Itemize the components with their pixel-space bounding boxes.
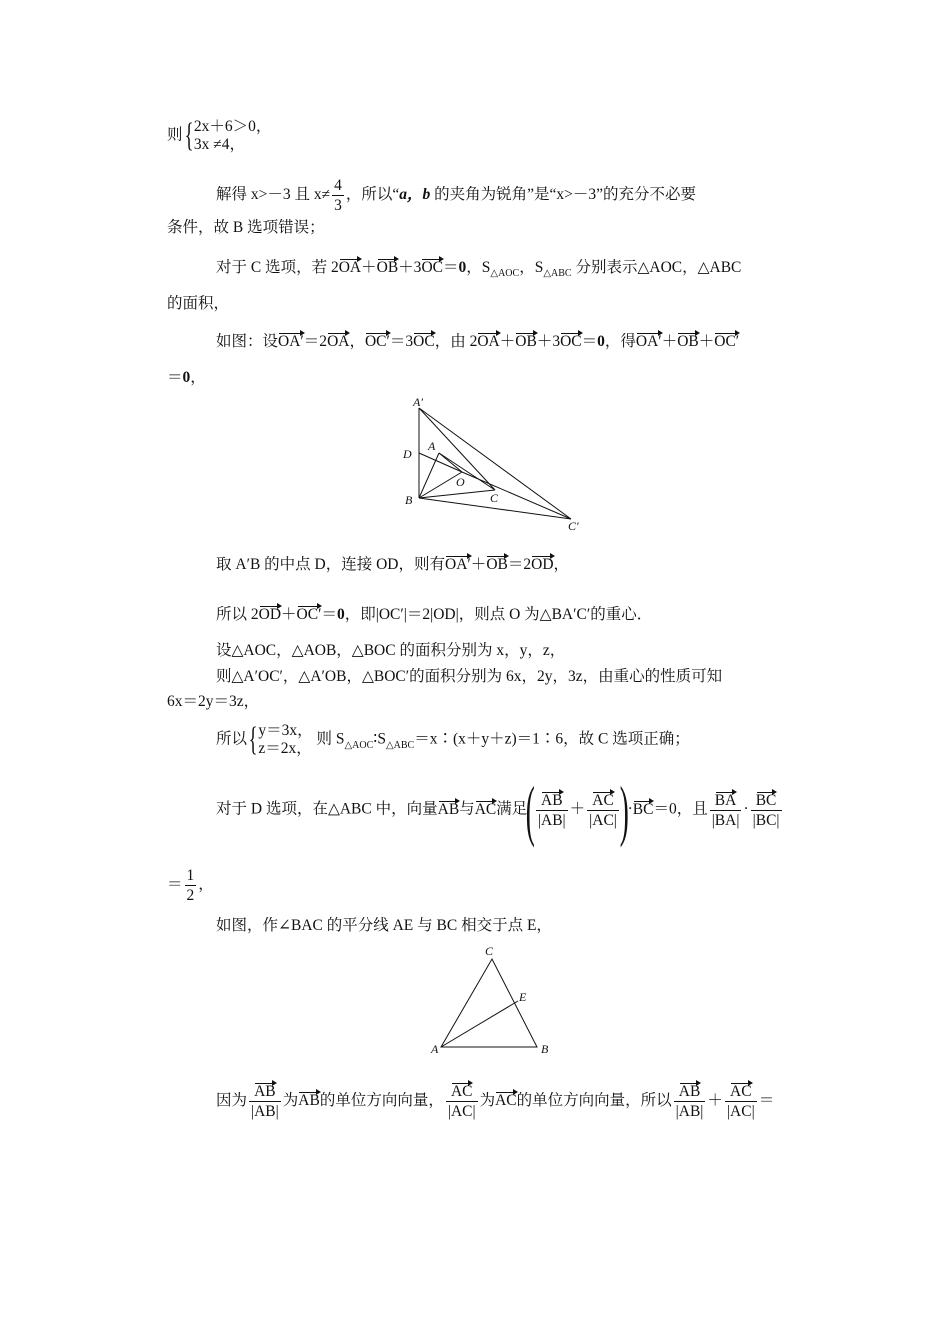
- label-C: C: [490, 491, 499, 505]
- paragraph-line: 对于 C 选项，若 2OA＋OB＋3OC＝0，$S_{\triangle AOC}$，$S_{\triangle ABC}$ 分别表示△AOC，△ABC: [216, 259, 742, 279]
- label-C-prime: C′: [568, 519, 579, 533]
- vector-OA: OA: [338, 259, 362, 276]
- label-A: A: [428, 439, 436, 453]
- text: 则: [167, 126, 183, 144]
- paragraph-line: 对于 D 选项，在△ABC 中，向量AB与AC满足( $\frac{AB}{|AB|}$ ＋ $\frac{AC}{|AC|}$ )·BC＝0，且 $\frac{BA}{|BA|}$ · $\frac{BC}{|BC|}$: [216, 772, 780, 848]
- label-B: B: [405, 493, 413, 507]
- right-paren-icon: ): [619, 772, 629, 848]
- paragraph-line: 所以{ y＝3x， z＝2x， 则 $S_{\triangle AOC}∶S_{\triangle ABC}=x∶(x+y+z)=1∶6$，故 C 选项正确；: [216, 721, 690, 758]
- triangle-figure-2: [425, 940, 560, 1060]
- equation: 3x ≠4，: [193, 136, 245, 153]
- label-A: A: [431, 1042, 439, 1056]
- vector-ab: a，b: [399, 186, 431, 204]
- vector-OB: OB: [376, 259, 399, 276]
- text: 的夹角为锐角”是“x>－3”的充分不必要: [430, 186, 697, 204]
- label-O: O: [456, 475, 465, 489]
- paragraph-line: 因为 $\frac{AB}{|AB|}$ 为AB的单位方向向量， $\frac{AC}{|AC|}$ 为AC的单位方向向量，所以 $\frac{AB}{|AB|}$ ＋ $\frac{AC}{|AC|}$ ＝: [216, 1083, 775, 1120]
- label-C: C: [485, 944, 494, 958]
- paragraph-line: 设△AOC，△AOB，△BOC 的面积分别为 x，y，z，: [216, 642, 566, 659]
- left-paren-icon: (: [526, 772, 536, 848]
- paragraph-line: 所以 2OD＋OC′＝0，即|OC′|＝2|OD|，则点 O 为△BA′C′的重心．: [216, 606, 653, 623]
- paragraph-line: ＝ $\frac{1}{2}$ ，: [167, 867, 214, 904]
- label-D: D: [403, 447, 412, 461]
- paragraph-line: 的面积，: [167, 295, 230, 312]
- paragraph-line: 取 A′B 的中点 D，连接 OD，则有OA′＋OB＝2OD，: [216, 556, 570, 573]
- brace-icon: {: [184, 117, 194, 154]
- equation: 2x＋6＞0，: [193, 118, 272, 135]
- paragraph-line: 如图：设OA′＝2OA，OC′＝3OC，由 2OA＋OB＋3OC＝0，得OA′＋OB＋OC′: [216, 333, 740, 350]
- vector-OC: OC: [421, 259, 443, 276]
- paragraph-line: 如图，作∠BAC 的平分线 AE 与 BC 相交于点 E，: [216, 917, 552, 934]
- label-A-prime: A′: [413, 395, 423, 409]
- triangle-figure-1: [395, 392, 595, 534]
- label-E: E: [519, 990, 527, 1004]
- fraction: $\frac{4}{3}$: [334, 177, 342, 214]
- paragraph-line: 则△A′OC′，△A′OB，△BOC′的面积分别为 6x，2y，3z，由重心的性质可知: [216, 668, 723, 685]
- system-1: [167, 118, 271, 154]
- text: ，所以“: [345, 186, 400, 204]
- label-B: B: [541, 1042, 549, 1056]
- text: 解得 x>－3 且 x≠: [216, 186, 331, 204]
- paragraph-line: ＝0，: [167, 369, 206, 386]
- paragraph-line: 6x＝2y＝3z，: [167, 693, 260, 710]
- paragraph-line: 条件，故 B 选项错误；: [167, 219, 325, 236]
- paragraph-line: [216, 176, 696, 215]
